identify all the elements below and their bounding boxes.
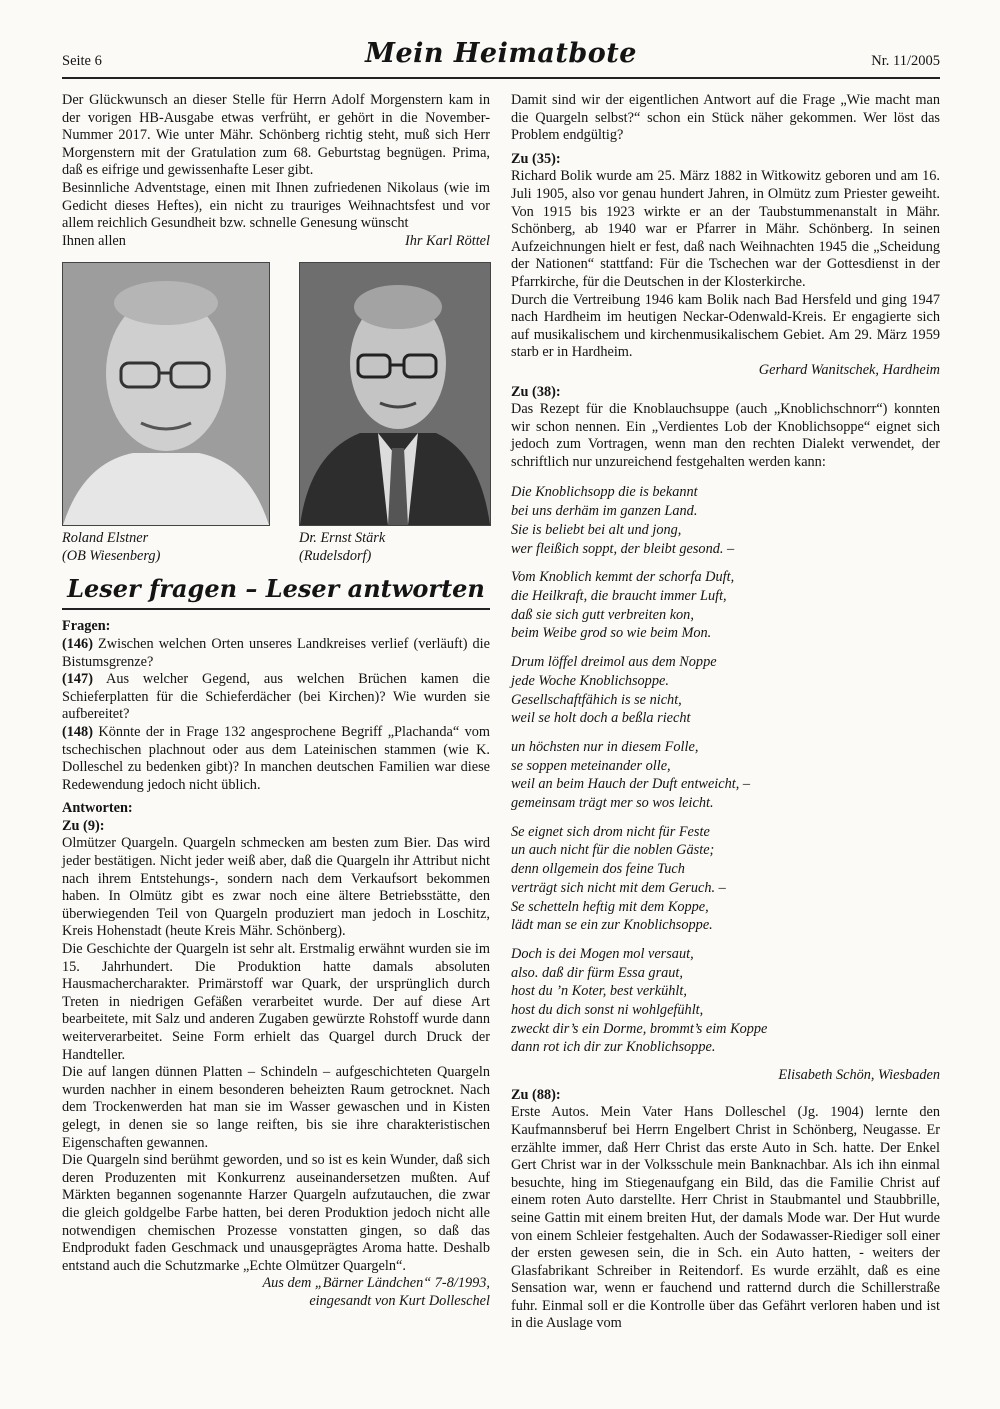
intro-paragraph: Der Glückwunsch an dieser Stelle für Herrn Adolf Morgenstern kam in der vorigen HB-Ausgabe etwas verfrüht, er gehört in die November-Nummer 2017. Wie unter Mähr. Schönberg richtig steht, muß sich Herr Morgenstern mit der Gratulation zum 68. Geburtstag begnügen. Prima, daß es eifrige und gewissenhafte Leser gibt.	[62, 92, 490, 179]
answer-88-paragraph-1: Erste Autos. Mein Vater Hans Dolleschel (Jg. 1904) lernte den Kaufmannsberuf bei Herrn Engelbert Christ in Schönberg, Neugasse. Er erzählte immer, daß Herr Christ das erste Auto in Sch. hatte. Der Enkel Gert Christ war in der Volksschule mein Banknachbar. Als ich ihn einmal besuchte, hing im Stiegenaufgang ein Bild, das die Familie Christ auf einem roten Auto darstellte. Herr Christ in Staubmantel und Staubbrille, seine Gattin mit einem breiten Hut, der damals Mode war. Der Hut wurde von einem Schleier festgehalten. Auch der Sodawasser-Riediger soll einer der ersten gewesen sein, die in Sch. ein Auto hatten, - weiters der Glasfabrikant Schreiber in Reitendorf. Es wurde erzählt, daß es eine Sensation war, wenn er fauchend und ratternd durch die Schillerstraße fuhr. Einmal soll er die Kontrolle über das Gefährt verloren haben und ist in die Auslage vom	[511, 1104, 940, 1332]
issue-number: Nr. 11/2005	[871, 53, 940, 69]
answer-88-heading: Zu (88):	[511, 1086, 561, 1103]
answer-9-heading: Zu (9):	[62, 817, 105, 834]
poem-stanza-2: Vom Knoblich kemmt der schorfa Duft, die Heilkraft, die braucht immer Luft, daß sie sich gutt verbreiten kon, beim Weibe grod so wie beim Mon.	[511, 569, 735, 642]
caption-ernst-staerk: Dr. Ernst Stärk (Rudelsdorf)	[299, 530, 386, 564]
page-number: Seite 6	[62, 53, 102, 69]
answer-35-heading: Zu (35):	[511, 150, 561, 167]
photo-ernst-staerk	[299, 262, 491, 526]
poem-signature: Elisabeth Schön, Wiesbaden	[778, 1067, 940, 1084]
section-title-rule	[62, 608, 490, 610]
antworten-heading: Antworten:	[62, 800, 133, 817]
poem-stanza-5: Se eignet sich drom nicht für Feste un auch nicht für die noblen Gäste; denn ollgemein dos feine Tuch verträgt sich nicht mit dem Geruch. – Se schetteln heftig mit dem Koppe, lädt man se ein zur Knoblichsoppe.	[511, 823, 726, 934]
fragen-heading: Fragen:	[62, 618, 111, 635]
photo-roland-elstner	[62, 262, 270, 526]
question-148: (148) Könnte der in Frage 132 angesprochene Begriff „Plachanda“ vom tschechischen plachnout oder aus dem Lateinischen stammen (wie K. Dolleschel zu bedenken gibt)? In manchen deutschen Familien war diese Redewendung jedoch nicht üblich.	[62, 723, 490, 793]
answer-38-paragraph-1: Das Rezept für die Knoblauchsuppe (auch „Knoblichschnorr“) konnten wir schon nennen. Ein „Verdientes Lob der Knoblichsoppe“ eignet sich jedoch zum Vortragen, wenn man den rechten Dialekt verwendet, der schriftlich nur unzureichend festgehalten werden kann:	[511, 401, 940, 470]
poem-stanza-6: Doch is dei Mogen mol versaut, also. daß dir fürm Essa graut, host du ’n Koter, best verkühlt, host du dich sonst ni wohlgefühlt, zweckt dir’s ein Dorme, brommt’s eim Koppe dann rot ich dir zur Knoblichsoppe.	[511, 945, 768, 1056]
greeting-signature: Ihr Karl Röttel	[405, 232, 490, 249]
right-column	[511, 92, 940, 1333]
poem-stanza-3: Drum löffel dreimol aus dem Noppe jede Woche Knoblichsoppe. Gesellschaftfähich is se nicht, weil se holt doch a beßla riecht	[511, 654, 717, 727]
question-146: (146) Zwischen welchen Orten unseres Landkreises verlief (verläuft) die Bistumsgrenze?	[62, 635, 490, 670]
answer-9-paragraph-2: Die Geschichte der Quargeln ist sehr alt. Erstmalig erwähnt wurden sie im 15. Jahrhundert. Die Produktion hatte damals absoluten Hausmachercharakter. Primärstoff war Quark, der ursprünglich durch Treten in niedrigen Gefäßen verarbeitet wurde. Der auf diese Art bearbeitete, mit Salz und anderen Zugaben gewürzte Rohstoff wurde dann weiterverarbeitet. Seine Form erhielt das Quargel durch Druck der Handteller.	[62, 941, 490, 1063]
answer-35-paragraph-2: Durch die Vertreibung 1946 kam Bolik nach Bad Hersfeld und ging 1947 nach Hardheim im heutigen Neckar-Odenwald-Kreis. Er engagierte sich auf musikalischem und kirchenmusikalischem Gebiet. Am 29. März 1959 starb er in Hardheim.	[511, 291, 940, 361]
answer-9-source-line-1: Aus dem „Bärner Ländchen“ 7-8/1993,	[262, 1275, 490, 1292]
answer-9-source-line-2: eingesandt von Kurt Dolleschel	[309, 1292, 490, 1309]
greeting-paragraph: Besinnliche Adventstage, einen mit Ihnen zufriedenen Nikolaus (wie im Gedicht dieses Heftes), ein nicht zu trauriges Weihnachtsfest und vor allem reichlich Gesundheit bzw. schnelle Genesung wünscht	[62, 179, 490, 232]
answer-35-signature: Gerhard Wanitschek, Hardheim	[758, 361, 940, 378]
left-column	[62, 92, 490, 1311]
photo-row	[62, 262, 490, 524]
header-rule	[62, 77, 940, 79]
photo-captions	[62, 530, 490, 570]
greeting-signature-line	[62, 233, 490, 251]
answer-38-heading: Zu (38):	[511, 383, 561, 400]
answer-9-paragraph-4: Die Quargeln sind berühmt geworden, und so ist es kein Wunder, daß sich deren Produzenten mit Konkurrenz auseinandersetzen mußten. Auf Märkten begannen sogenannte Harzer Quargeln aufzutauchen, die zwar die gleich goldgelbe Farbe hatten, bei deren Produktion jedoch nicht alle notwendigen chemischen Prozesse vonstatten gingen, so daß das Endprodukt faden Geschmack und unausgeprägtes Aroma hatte. Deshalb entstand auch die Schutzmarke „Echte Olmützer Quargeln“.	[62, 1152, 490, 1274]
poem-stanza-1: Die Knoblichsopp die is bekannt bei uns derhäm im ganzen Land. Sie is beliebt bei alt und jong, wer fleißich soppt, der bleibt gesond. –	[511, 484, 735, 557]
masthead-logo: Mein Heimatbote	[365, 38, 637, 69]
question-147: (147) Aus welcher Gegend, aus welchen Brüchen kamen die Schieferplatten für die Schieferdächer (bei Kirchen)? Wie wurden sie aufbereitet?	[62, 671, 490, 723]
right-intro-paragraph: Damit sind wir der eigentlichen Antwort auf die Frage „Wie macht man die Quargeln selbst?“ schon ein Stück näher gekommen. Wer löst das Problem endgültig?	[511, 92, 940, 144]
answer-9-paragraph-3: Die auf langen dünnen Platten – Schindeln – aufgeschichteten Quargeln wurden nachher in einem besonderen beheizten Raum getrocknet. Nach dem Trockenwerden hat man sie im Wasser gewaschen und in Kisten gelegt, in denen sie so lange reiften, bis sie ihre charakteristischen Eigenschaften gewannen.	[62, 1064, 490, 1151]
poem-stanza-4: un höchsten nur in diesem Folle, se soppen meteinander olle, weil an beim Hauch der Duft entweicht, – gemeinsam trägt mer so wos leicht.	[511, 738, 751, 812]
section-title: Leser fragen – Leser antworten	[67, 574, 485, 604]
greeting-end: Ihnen allen	[62, 232, 126, 249]
answer-9-paragraph-1: Olmützer Quargeln. Quargeln schmecken am besten zum Bier. Das wird jeder bestätigen. Nicht jeder weiß aber, daß die Quargeln ihr Attribut nicht nach ihrem Entstehungs-, sondern nach dem Verkaufsort bekommen haben. In Olmütz gibt es zwar noch eine ältere Betriebsstätte, den überwiegenden Teil von Quargeln produziert man jedoch in Loschitz, Kreis Hohenstadt (heute Kreis Mähr. Schönberg).	[62, 835, 490, 940]
page-header	[62, 38, 940, 78]
answer-35-paragraph-1: Richard Bolik wurde am 25. März 1882 in Witkowitz geboren und am 16. Juli 1905, also vor genau hundert Jahren, in Olmütz zum Priester geweiht. Von 1915 bis 1923 wirkte er an der Taubstummenanstalt in Mähr. Schönberg, ab 1940 war er Pfarrer in Mähr. Schönberg. In seinen Aufzeichnungen hielt er fest, daß nach Weihnachten 1945 die „Scheidung der Nationen“ stattfand: Für die Tschechen war der Gottesdienst in der Pfarrkirche, für die Deutschen in der Klosterkirche.	[511, 168, 940, 290]
caption-roland-elstner: Roland Elstner (OB Wiesenberg)	[62, 530, 161, 564]
